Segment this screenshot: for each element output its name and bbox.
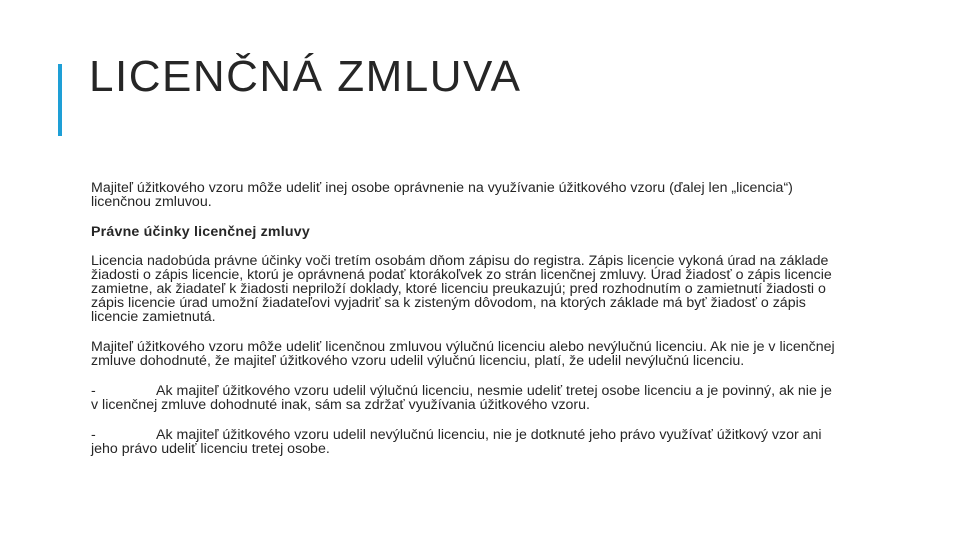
slide-title: LICENČNÁ ZMLUVA bbox=[89, 52, 522, 101]
title-accent-bar bbox=[58, 64, 62, 136]
bullet-text: Ak majiteľ úžitkového vzoru udelil nevýlučnú licenciu, nie je dotknuté jeho právo využívať úžitkový vzor ani jeho právo udeliť licenciu tretej osobe. bbox=[91, 427, 822, 457]
bullet-marker: - bbox=[91, 383, 96, 399]
registration-paragraph: Licencia nadobúda právne účinky voči tretím osobám dňom zápisu do registra. Zápis licencie vykoná úrad na základe žiadosti o zápis licencie, ktorú je oprávnená podať ktorákoľvek zo strán licenčnej zmluvy. Úrad žiadosť o zápis licencie zamietne, ak žiadateľ k žiadosti nepriloží doklady, ktoré licenciu preukazujú; pred rozhodnutím o zamietnutí žiadosti o zápis licencie úrad umožní žiadateľovi vyjadriť sa k zisteným dôvodom, na ktorých základe má byť žiadosť o zápis licencie zamietnutá. bbox=[91, 253, 832, 325]
license-types-paragraph: Majiteľ úžitkového vzoru môže udeliť licenčnou zmluvou výlučnú licenciu alebo nevýlučnú licenciu. Ak nie je v licenčnej zmluve dohodnuté, že majiteľ úžitkového vzoru udelil výlučnú licenciu, platí, že udelil nevýlučnú licenciu. bbox=[91, 339, 835, 369]
intro-paragraph: Majiteľ úžitkového vzoru môže udeliť inej osobe oprávnenie na využívanie úžitkového vzoru (ďalej len „licencia“) licenčnou zmluvou. bbox=[91, 180, 793, 210]
section-heading: Právne účinky licenčnej zmluvy bbox=[91, 224, 310, 240]
bullet-marker: - bbox=[91, 427, 96, 443]
bullet-item bbox=[91, 428, 841, 456]
bullet-text: Ak majiteľ úžitkového vzoru udelil výlučnú licenciu, nesmie udeliť tretej osobe licenciu a je povinný, ak nie je v licenčnej zmluve dohodnuté inak, sám sa zdržať využívania úžitkového vzoru. bbox=[91, 383, 832, 413]
slide-body bbox=[91, 181, 841, 472]
bullet-item bbox=[91, 384, 841, 412]
